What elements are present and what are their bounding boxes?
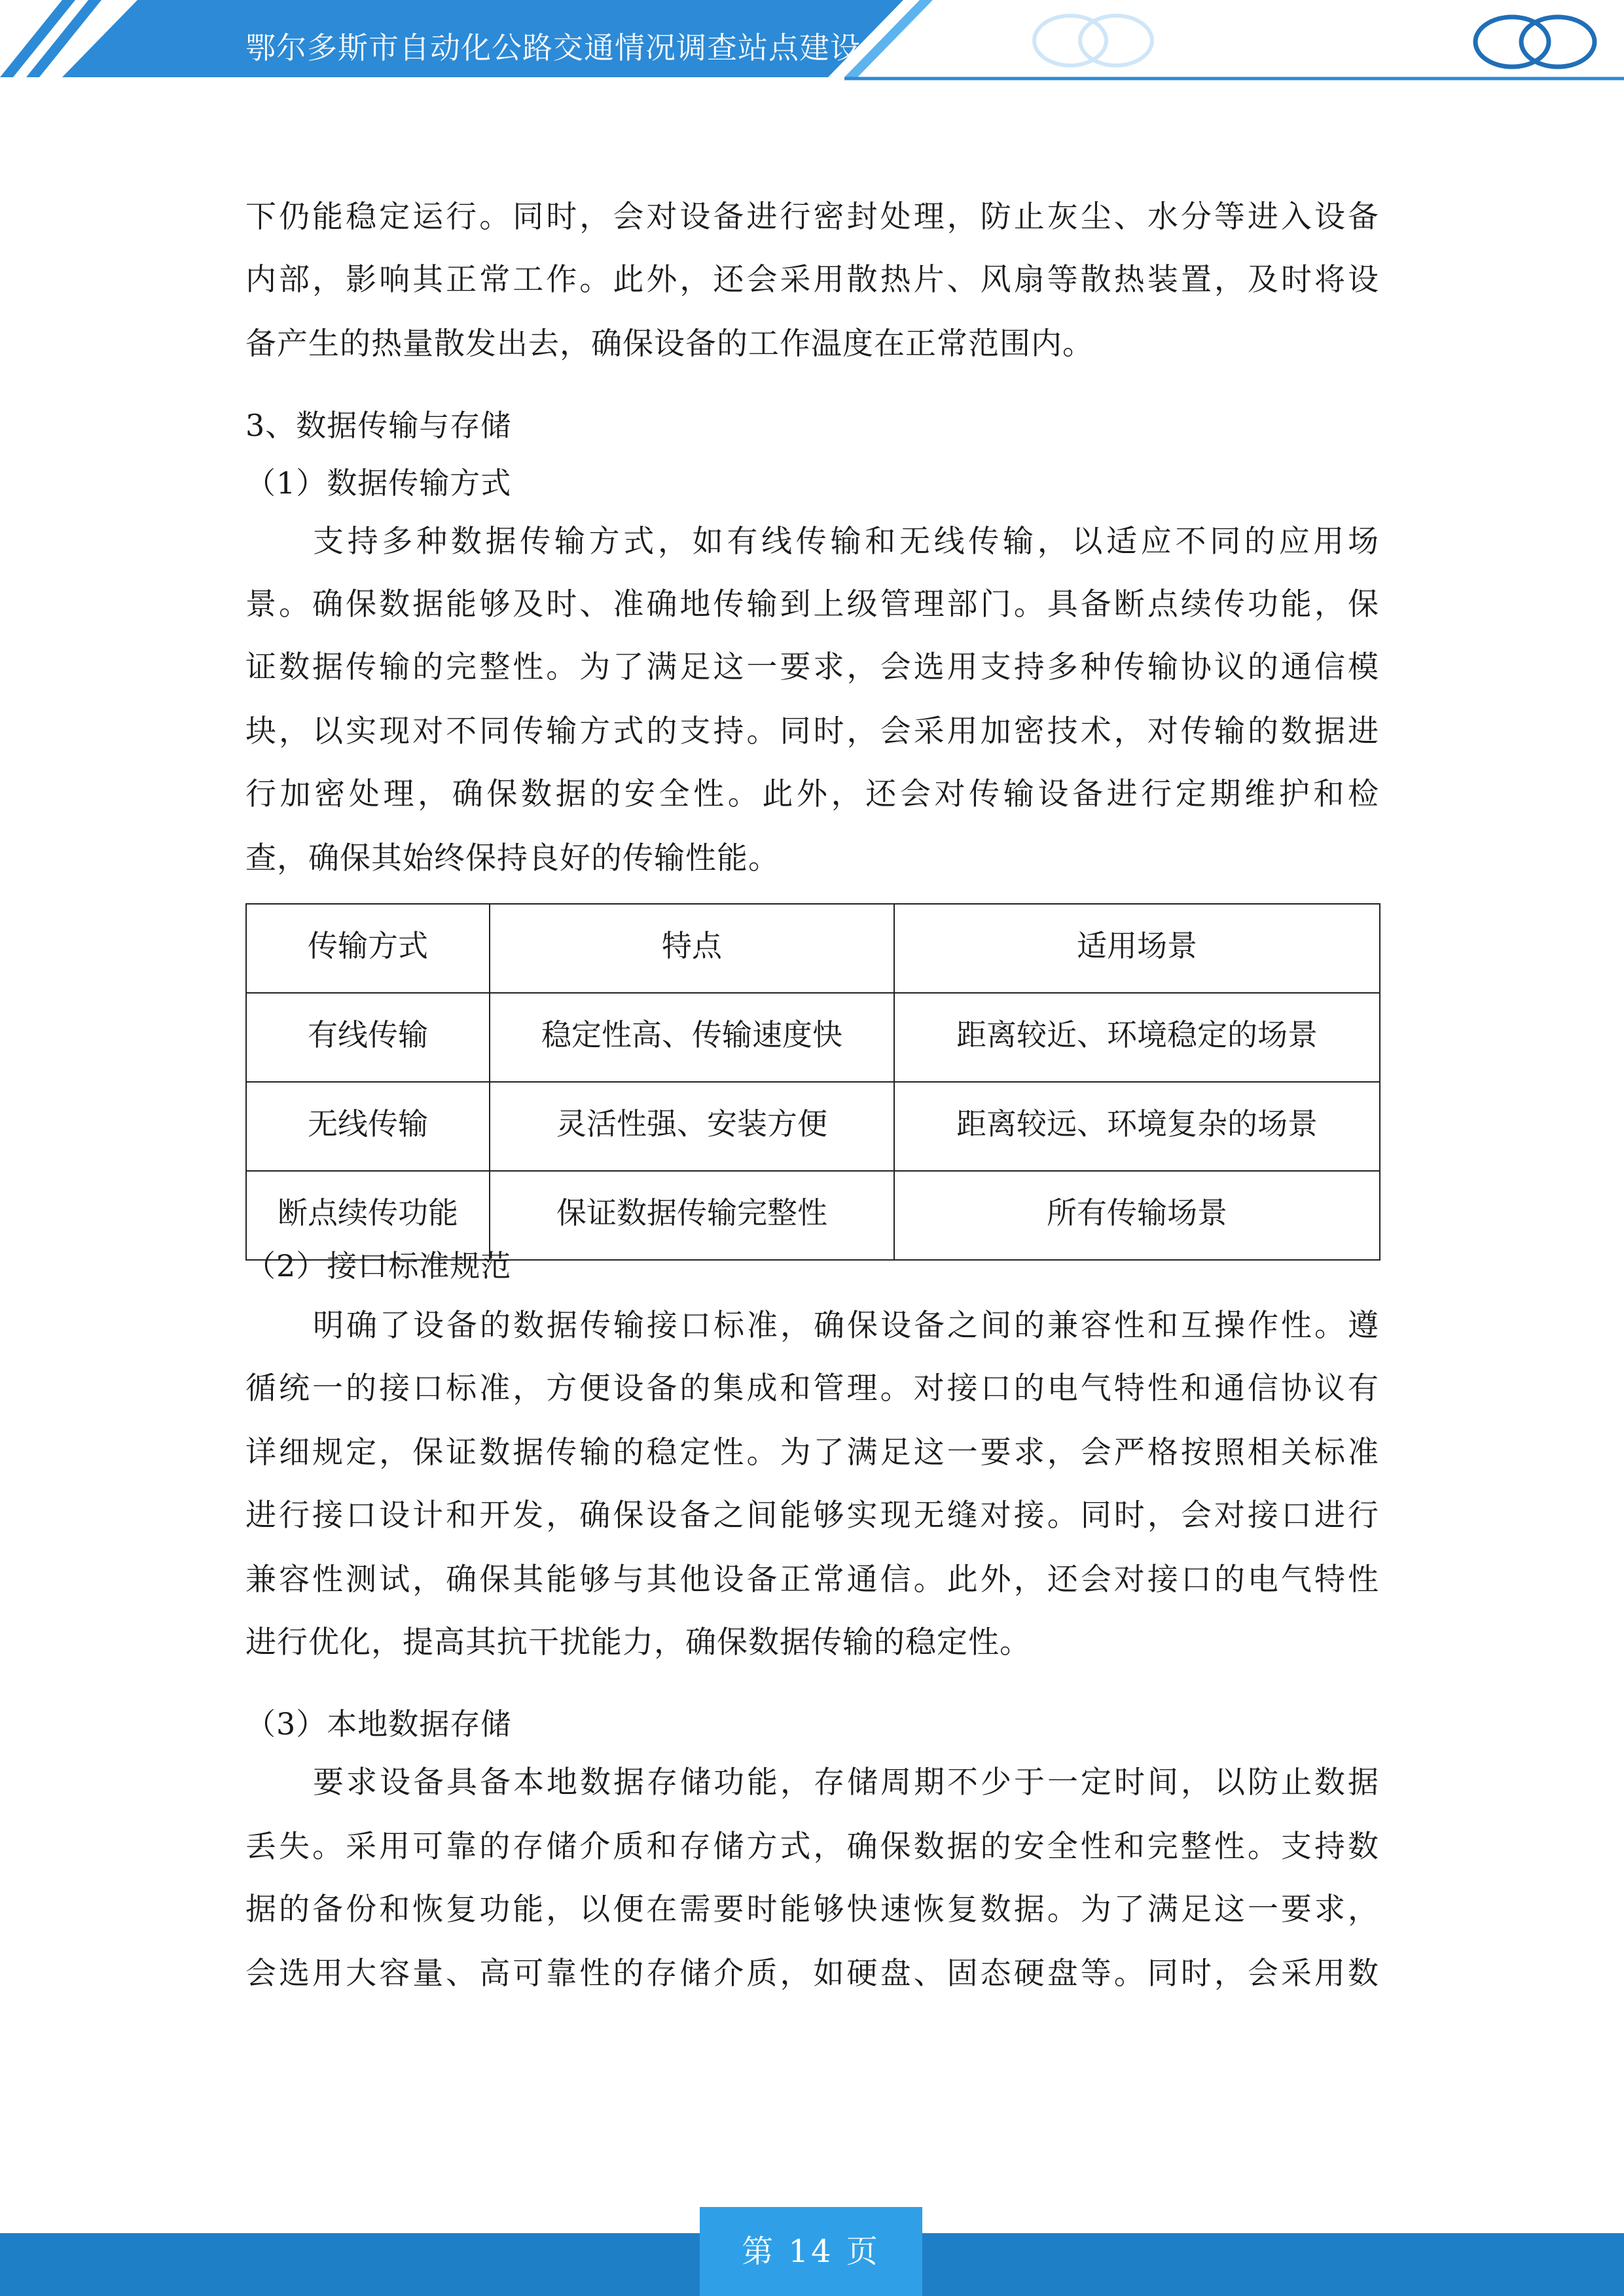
paragraph-line: 支持多种数据传输方式，如有线传输和无线传输，以适应不同的应用场 [313, 524, 1379, 560]
paragraph-line: 证数据传输的完整性。为了满足这一要求，会选用支持多种传输协议的通信模 [245, 649, 1379, 685]
paragraph-line: 查，确保其始终保持良好的传输性能。 [245, 840, 780, 876]
subsection-heading: （3）本地数据存储 [245, 1706, 512, 1742]
paragraph-line: 进行优化，提高其抗干扰能力，确保数据传输的稳定性。 [245, 1624, 1031, 1660]
table-cell: 无线传输 [246, 1082, 490, 1171]
subsection-heading: （1）数据传输方式 [245, 465, 512, 501]
table-cell: 保证数据传输完整性 [490, 1171, 894, 1260]
paragraph-line: 行加密处理，确保数据的安全性。此外，还会对传输设备进行定期维护和检 [245, 776, 1379, 812]
paragraph-line: 下仍能稳定运行。同时，会对设备进行密封处理，防止灰尘、水分等进入设备 [245, 199, 1379, 235]
page-header [0, 0, 1624, 85]
header-title: 鄂尔多斯市自动化公路交通情况调查站点建设 [245, 30, 861, 65]
paragraph-line: 明确了设备的数据传输接口标准，确保设备之间的兼容性和互操作性。遵 [313, 1308, 1379, 1344]
paragraph-line: 会选用大容量、高可靠性的存储介质，如硬盘、固态硬盘等。同时，会采用数 [245, 1956, 1379, 1992]
paragraph-line: 丢失。采用可靠的存储介质和存储方式，确保数据的安全性和完整性。支持数 [245, 1829, 1379, 1865]
paragraph-line: 兼容性测试，确保其能够与其他设备正常通信。此外，还会对接口的电气特性 [245, 1562, 1379, 1598]
subsection-heading: （2）接口标准规范 [245, 1248, 512, 1283]
paragraph-line: 详细规定，保证数据传输的稳定性。为了满足这一要求，会严格按照相关标准 [245, 1435, 1379, 1471]
table-row [246, 1171, 1380, 1260]
logo-rings-icon [1034, 16, 1152, 65]
paragraph-line: 进行接口设计和开发，确保设备之间能够实现无缝对接。同时，会对接口进行 [245, 1498, 1379, 1534]
table-row [246, 1082, 1380, 1171]
paragraph-line: 块，以实现对不同传输方式的支持。同时，会采用加密技术，对传输的数据进 [245, 713, 1379, 749]
table-cell: 距离较远、环境复杂的场景 [894, 1082, 1380, 1171]
paragraph-line: 内部，影响其正常工作。此外，还会采用散热片、风扇等散热装置，及时将设 [245, 262, 1379, 298]
transmission-table [245, 903, 1380, 1261]
table-cell: 有线传输 [246, 993, 490, 1082]
table-header-cell: 特点 [490, 904, 894, 993]
section-heading: 3、数据传输与存储 [245, 408, 512, 443]
paragraph-line: 循统一的接口标准，方便设备的集成和管理。对接口的电气特性和通信协议有 [245, 1371, 1379, 1407]
paragraph-line: 要求设备具备本地数据存储功能，存储周期不少于一定时间，以防止数据 [313, 1765, 1379, 1801]
table-cell: 所有传输场景 [894, 1171, 1380, 1260]
table-row [246, 993, 1380, 1082]
paragraph-line: 据的备份和恢复功能，以便在需要时能够快速恢复数据。为了满足这一要求， [245, 1892, 1379, 1928]
table-cell: 距离较近、环境稳定的场景 [894, 993, 1380, 1082]
logo-rings-icon-right [1475, 17, 1595, 67]
table-header-cell: 适用场景 [894, 904, 1380, 993]
paragraph-line: 备产生的热量散发出去，确保设备的工作温度在正常范围内。 [245, 326, 1094, 362]
paragraph-line: 景。确保数据能够及时、准确地传输到上级管理部门。具备断点续传功能，保 [245, 586, 1379, 622]
page-number: 第 14 页 [742, 2233, 880, 2270]
table-cell: 断点续传功能 [246, 1171, 490, 1260]
table-header-cell: 传输方式 [246, 904, 490, 993]
table-header-row [246, 904, 1380, 993]
table-cell: 灵活性强、安装方便 [490, 1082, 894, 1171]
table-cell: 稳定性高、传输速度快 [490, 993, 894, 1082]
